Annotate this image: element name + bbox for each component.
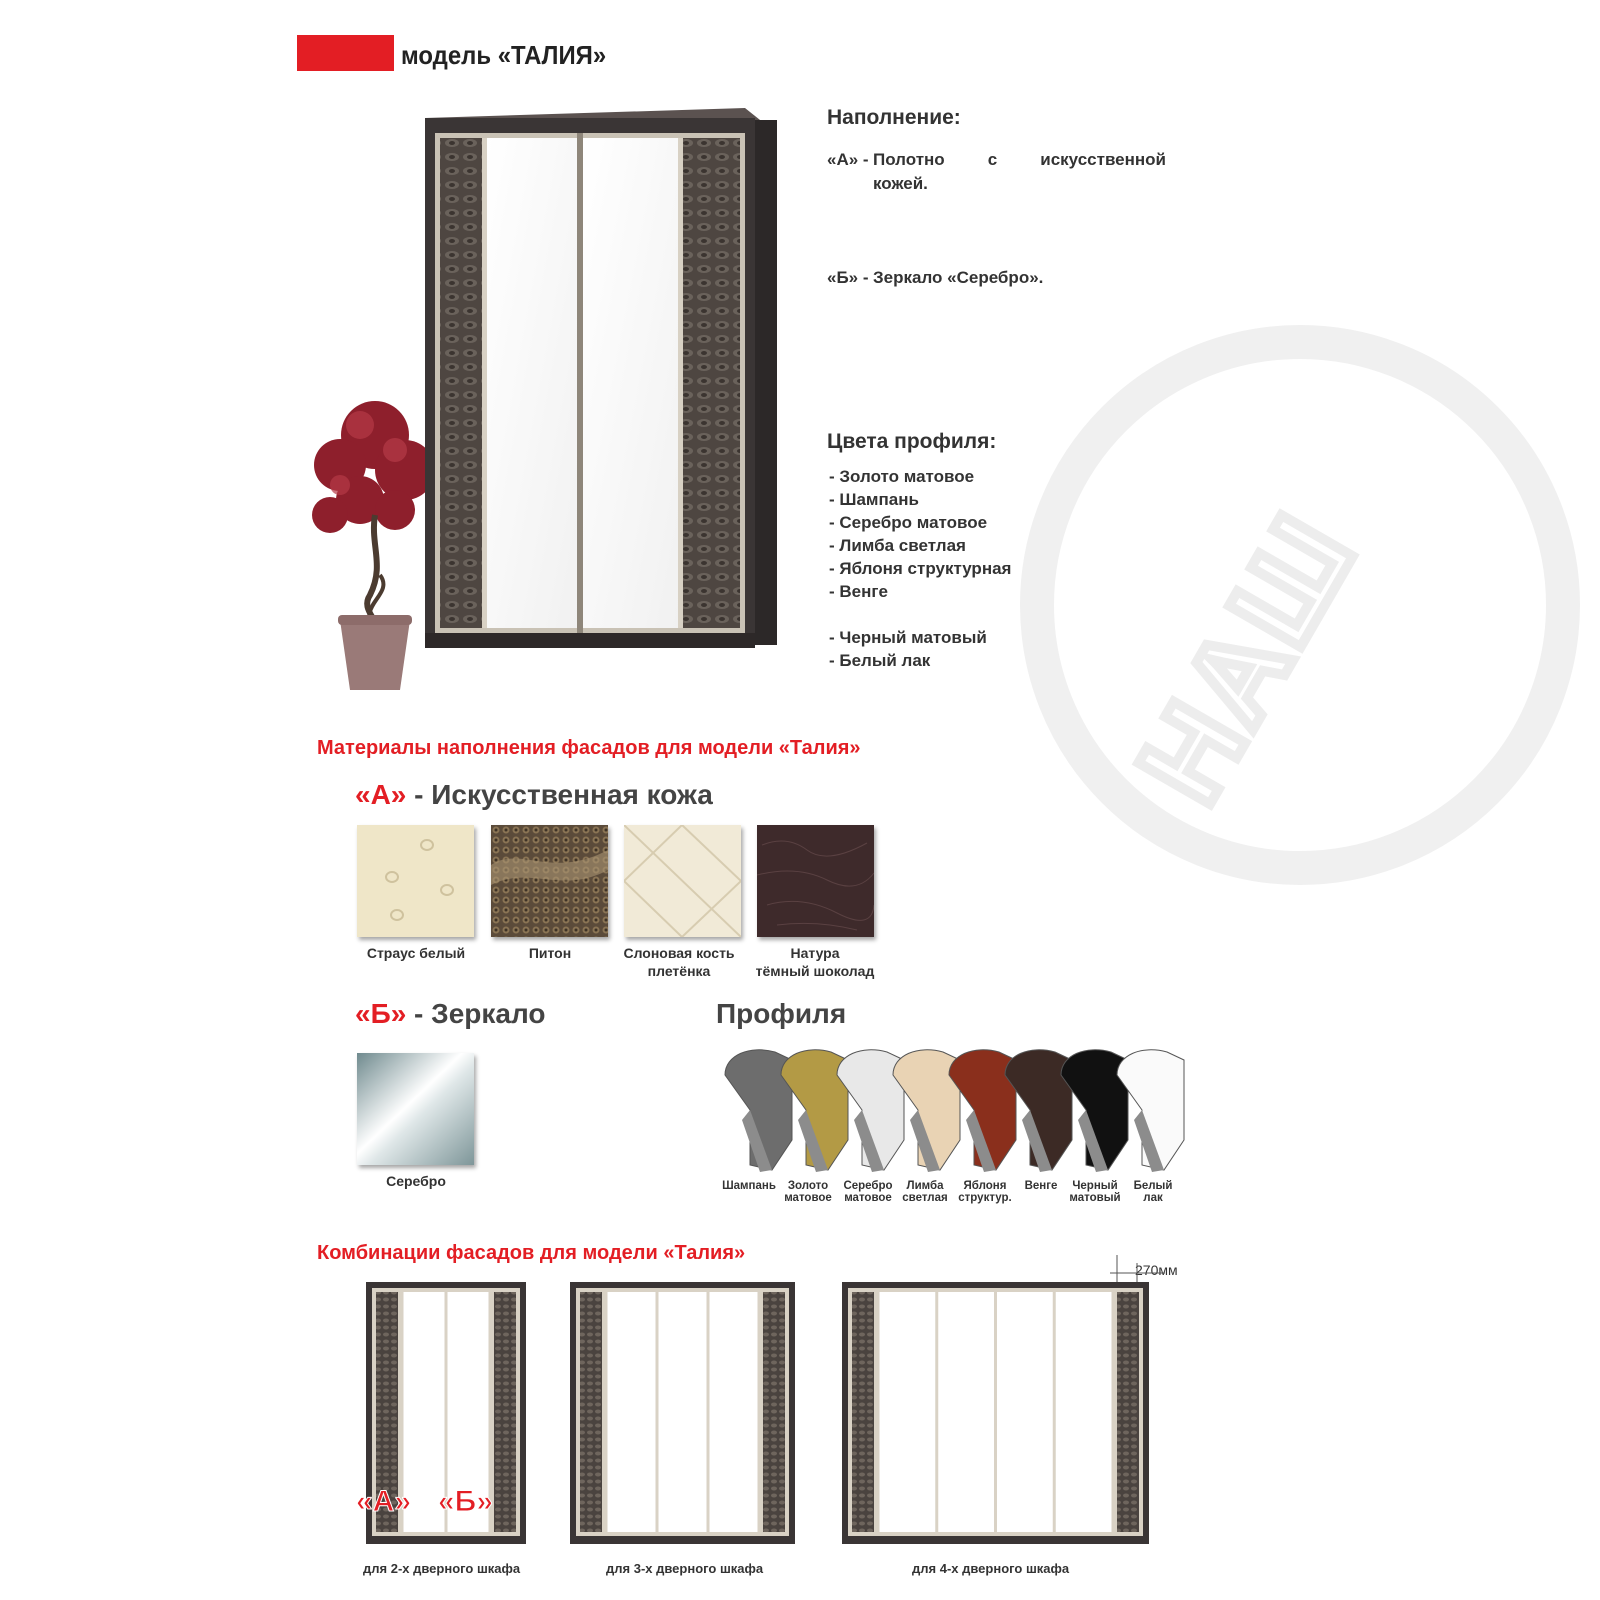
filling-a-text-line1: Полотно с искусственной xyxy=(873,150,1166,169)
swatch-label-python xyxy=(475,944,625,962)
profile-label-line2: матовое xyxy=(784,1192,832,1204)
swatch-label-line2: плетёнка xyxy=(647,963,711,979)
profile-colors-heading: Цвета профиля: xyxy=(827,430,997,453)
material-a-tag: «А» xyxy=(355,779,407,810)
profile-label-line1: Белый xyxy=(1133,1180,1173,1192)
swatch-label-line1: Натура xyxy=(790,945,840,961)
material-b-title: - Зеркало xyxy=(406,998,546,1029)
profile-label-line2: матовое xyxy=(844,1192,892,1204)
swatch-label-line1: Слоновая кость xyxy=(623,945,735,961)
profile-label-gold xyxy=(777,1180,839,1204)
mirror-panel xyxy=(997,1292,1053,1532)
mirror-panel xyxy=(938,1292,994,1532)
material-b-heading xyxy=(355,998,546,1030)
combo-caption-2: для 2-х дверного шкафа xyxy=(363,1561,521,1576)
mirror-panel xyxy=(1056,1292,1112,1532)
profile-label-black xyxy=(1064,1180,1126,1204)
profile-color-item: - Лимба светлая xyxy=(829,536,966,555)
swatch-label-line1: Питон xyxy=(528,945,572,961)
profile-label-line1: Лимба xyxy=(906,1180,944,1192)
profile-label-silver xyxy=(837,1180,899,1204)
mirror-panel xyxy=(710,1292,758,1532)
combo-3-door xyxy=(570,1282,795,1544)
profile-colors-list xyxy=(829,465,1011,603)
profile-label-line1: Венге xyxy=(1024,1180,1058,1192)
combo-caption-3: для 3-х дверного шкафа xyxy=(606,1561,764,1576)
swatch-label-mirror: Серебро xyxy=(386,1173,446,1189)
profile-label-line1: Серебро xyxy=(843,1180,893,1192)
combo-label-b: «Б» xyxy=(438,1485,493,1518)
mirror-panel xyxy=(608,1292,656,1532)
profile-label-line1: Золото xyxy=(787,1180,829,1192)
header-accent-bar xyxy=(297,35,394,71)
swatch-ostrich-white xyxy=(357,825,474,937)
filling-heading: Наполнение: xyxy=(827,106,961,129)
profile-label-line2: матовый xyxy=(1069,1192,1121,1204)
leather-panel xyxy=(494,1292,516,1532)
dimension-label: 270мм xyxy=(1135,1262,1178,1278)
profile-label-champagne xyxy=(718,1180,780,1192)
combo-caption-4: для 4-х дверного шкафа xyxy=(912,1561,1070,1576)
materials-heading: Материалы наполнения фасадов для модели «Талия» xyxy=(317,737,861,759)
material-a-heading xyxy=(355,779,713,811)
profile-label-line1: Шампань xyxy=(722,1180,776,1192)
profile-label-line1: Яблоня xyxy=(963,1180,1007,1192)
wardrobe-illustration xyxy=(425,108,780,653)
profile-label-line2: светлая xyxy=(902,1192,948,1204)
leather-panel xyxy=(580,1292,602,1532)
profile-label-line2: лак xyxy=(1143,1192,1163,1204)
filling-a-tag: «А» - xyxy=(827,150,869,169)
profiles-illustration xyxy=(720,1040,1200,1175)
page-title: модель «ТАЛИЯ» xyxy=(401,40,607,70)
filling-a-text-line2: кожей. xyxy=(873,174,928,193)
profile-label-wenge xyxy=(1010,1180,1072,1192)
leather-panel xyxy=(763,1292,785,1532)
door-combination-svg xyxy=(570,1282,795,1544)
profile-colors-list-extra xyxy=(829,626,987,672)
profile-color-item: - Шампань xyxy=(829,490,919,509)
leather-panel xyxy=(852,1292,874,1532)
profile-label-line1: Черный xyxy=(1072,1180,1118,1192)
profile-labels xyxy=(722,1180,1202,1210)
profile-color-item: - Серебро матовое xyxy=(829,513,988,532)
profile-color-item: - Белый лак xyxy=(829,651,931,670)
material-a-title: - Искусственная кожа xyxy=(406,779,713,810)
combo-label-a: «А» xyxy=(356,1485,412,1518)
swatch-mirror-silver xyxy=(357,1053,474,1165)
profile-color-item: - Яблоня структурная xyxy=(829,559,1012,578)
swatch-label-ivory xyxy=(604,944,754,980)
profile-label-limba xyxy=(894,1180,956,1204)
swatch-dark-chocolate xyxy=(757,825,874,937)
filling-b-tag: «Б» - xyxy=(827,268,869,287)
mirror-panel xyxy=(659,1292,707,1532)
leather-panel xyxy=(1117,1292,1139,1532)
profiles-heading: Профиля xyxy=(716,998,847,1029)
profile-color-item: - Черный матовый xyxy=(829,628,987,647)
swatch-label-ostrich xyxy=(341,944,491,962)
profile-label-apple xyxy=(954,1180,1016,1204)
swatch-label-line1: Страус белый xyxy=(366,945,466,961)
profile-color-item: - Золото матовое xyxy=(829,467,975,486)
combinations-heading: Комбинации фасадов для модели «Талия» xyxy=(317,1242,746,1264)
watermark-text-graphic: НАШ xyxy=(1112,492,1382,824)
mirror-panel xyxy=(880,1292,936,1532)
combo-4-door xyxy=(842,1282,1149,1544)
profile-label-line2: структур. xyxy=(958,1192,1012,1204)
swatch-label-chocolate xyxy=(740,944,890,980)
material-b-tag: «Б» xyxy=(355,998,407,1029)
filling-b-text: Зеркало «Серебро». xyxy=(873,268,1044,287)
watermark-logo xyxy=(1020,325,1580,885)
swatch-python xyxy=(491,825,608,937)
swatch-label-line2: тёмный шоколад xyxy=(755,963,875,979)
door-combination-svg xyxy=(842,1282,1149,1544)
profile-color-item: - Венге xyxy=(829,582,888,601)
swatch-ivory-weave xyxy=(624,825,741,937)
profile-label-white xyxy=(1122,1180,1184,1204)
